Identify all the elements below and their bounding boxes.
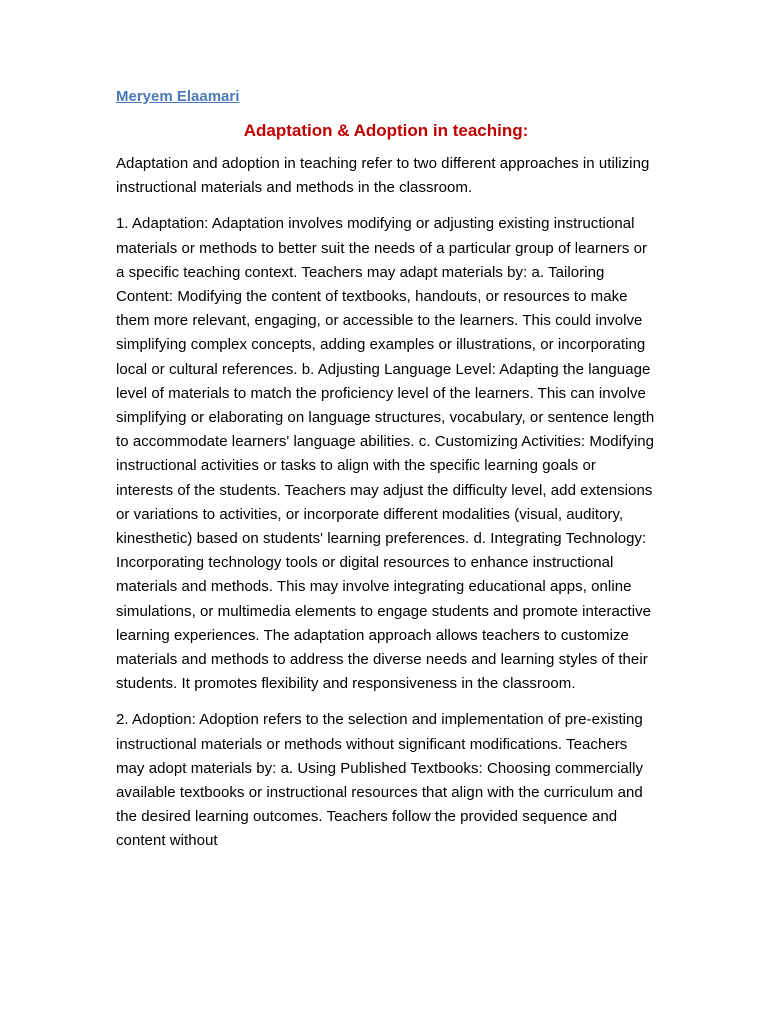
document-page: [116, 86, 656, 866]
paragraph-intro: Adaptation and adoption in teaching refer to two different approaches in utilizing instructional materials and methods in the classroom.: [116, 155, 650, 197]
paragraph-adoption: 2. Adoption: Adoption refers to the selection and implementation of pre-existing instructional materials or methods without significant modifications. Teachers may adopt materials by: a. Using Published Textbooks: Choosing commercially available textbooks or instructional resources that align with the curriculum and the desired learning outcomes. Teachers follow the provided sequence and content without: [116, 711, 644, 850]
document-title: Adaptation & Adoption in teaching:: [243, 121, 529, 140]
paragraph-adaptation: 1. Adaptation: Adaptation involves modifying or adjusting existing instructional materials or methods to better suit the needs of a particular group of learners or a specific teaching context. Teachers may adapt materials by: a. Tailoring Content: Modifying the content of textbooks, handouts, or resources to make them more relevant, engaging, or accessible to the learners. This could involve simplifying complex concepts, adding examples or illustrations, or incorporating local or cultural references. b. Adjusting Language Level: Adapting the language level of materials to match the proficiency level of the learners. This can involve simplifying or elaborating on language structures, vocabulary, or sentence length to accommodate learners' language abilities. c. Customizing Activities: Modifying instructional activities or tasks to align with the specific learning goals or interests of the students. Teachers may adjust the difficulty level, add extensions or variations to activities, or incorporate different modalities (visual, auditory, kinesthetic) based on students' learning preferences. d. Integrating Technology: Incorporating technology tools or digital resources to enhance instructional materials and methods. This may involve integrating educational apps, online simulations, or multimedia elements to engage students and promote interactive learning experiences. The adaptation approach allows teachers to customize materials and methods to address the diverse needs and learning styles of their students. It promotes flexibility and responsiveness in the classroom.: [116, 215, 655, 693]
author-link[interactable]: Meryem Elaamari: [116, 88, 240, 105]
